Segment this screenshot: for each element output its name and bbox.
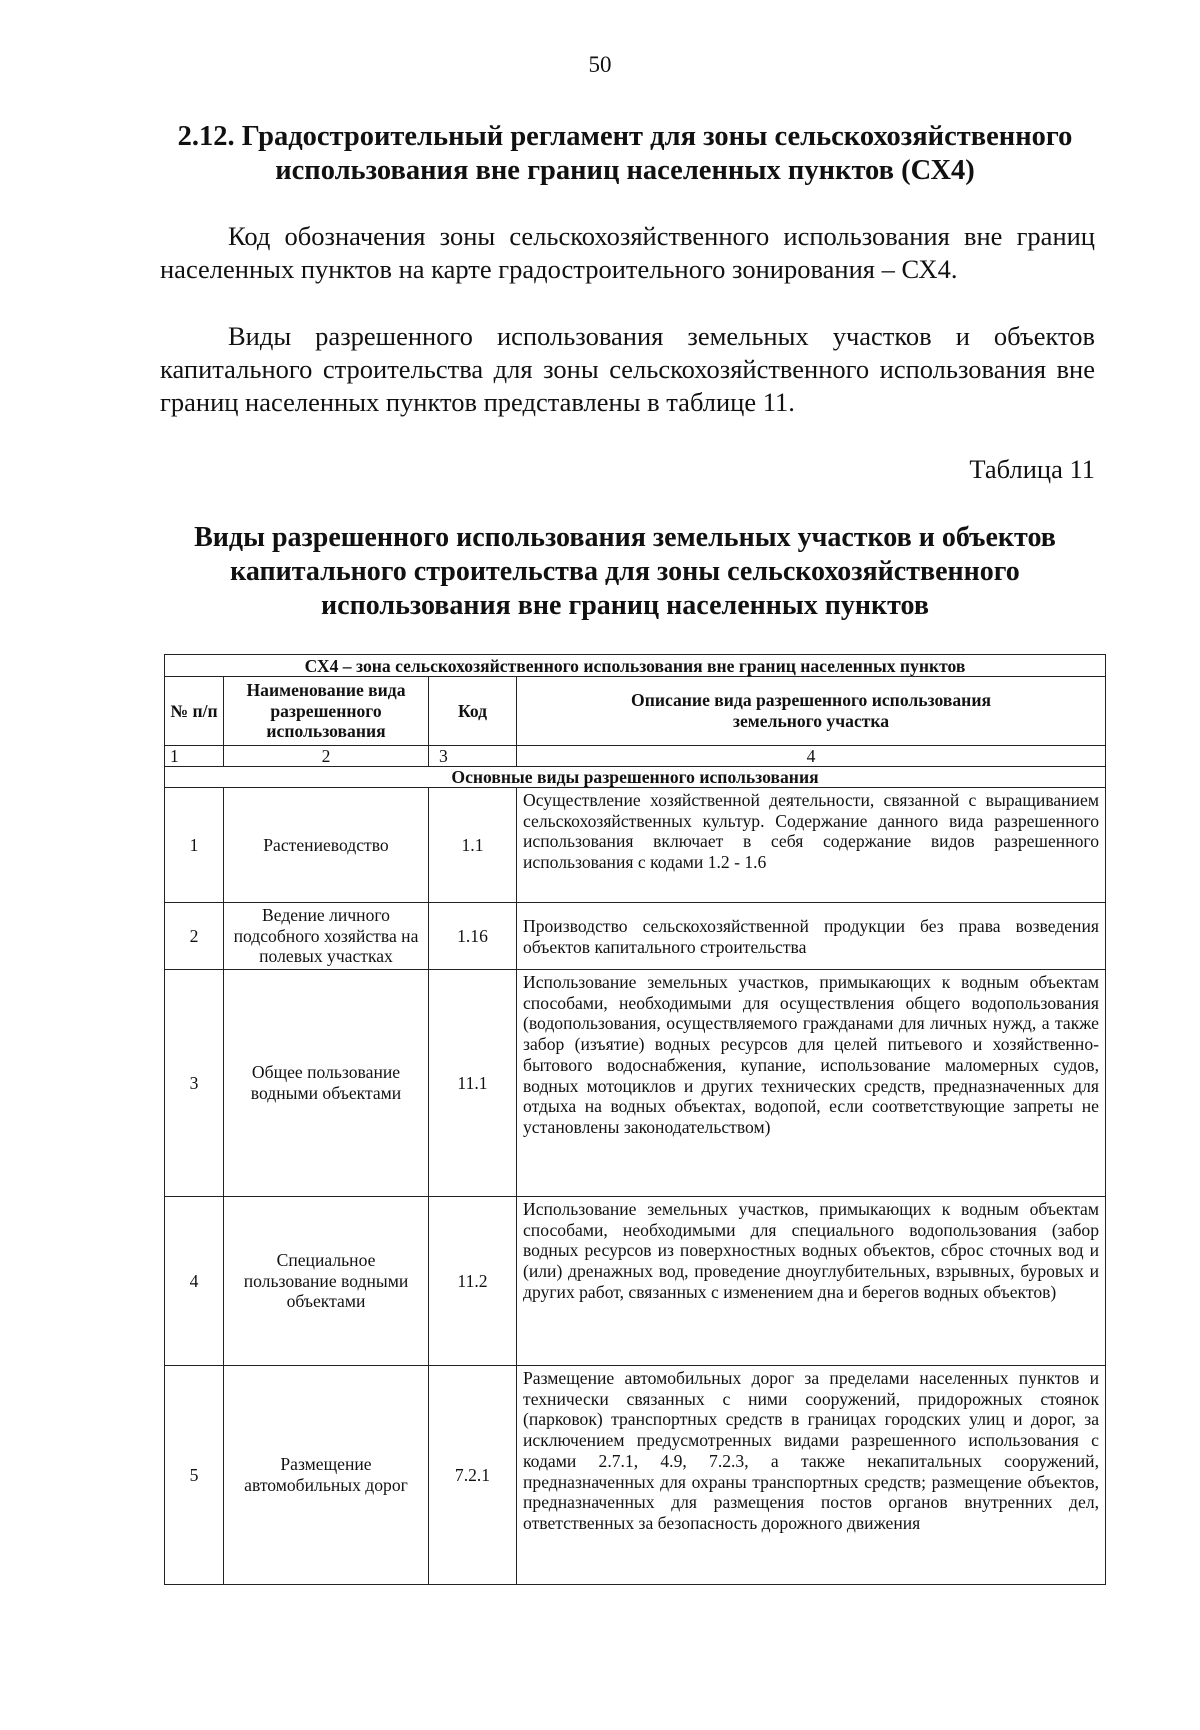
table-title-line: капитального строительства для зоны сельскохозяйственного xyxy=(230,556,1020,587)
row-name: Размещение автомобильных дорог xyxy=(224,1366,429,1585)
section-heading xyxy=(150,120,1100,188)
table-title xyxy=(150,521,1100,623)
section-heading-line: использования вне границ населенных пунктов (СХ4) xyxy=(275,155,975,186)
row-num: 5 xyxy=(165,1366,224,1585)
column-number: 2 xyxy=(224,746,429,767)
permitted-uses-table xyxy=(164,654,1106,1585)
row-name: Растениеводство xyxy=(224,788,429,903)
row-desc: Использование земельных участков, примыкающих к водным объектам способами, необходимыми для осуществления общего водопользования (водопользования, осуществляемого гражданами для личных нужд, а также забор (изъятие) водных ресурсов для целей питьевого и хозяйственно-бытового водоснабжения, купание, использование маломерных судов, водных мотоциклов и других технических средств, предназначенных для отдыха на водных объектах, водопой, если соответствующие запреты не установлены законодательством) xyxy=(517,970,1106,1197)
column-header-num: № п/п xyxy=(165,677,224,746)
row-code: 7.2.1 xyxy=(429,1366,517,1585)
row-name: Ведение личного подсобного хозяйства на полевых участках xyxy=(224,903,429,970)
group-header: Основные виды разрешенного использования xyxy=(165,767,1106,788)
table-row xyxy=(165,970,1106,1197)
row-num: 1 xyxy=(165,788,224,903)
table-caption: Таблица 11 xyxy=(969,454,1095,484)
row-desc: Осуществление хозяйственной деятельности, связанной с выращиванием сельскохозяйственных культур. Содержание данного вида разрешенного использования включает в себя содержание видов разрешенного использования с кодами 1.2 - 1.6 xyxy=(517,788,1106,903)
column-header-desc: Описание вида разрешенного использования земельного участка xyxy=(517,677,1106,746)
zone-header-row xyxy=(165,655,1106,677)
paragraph-zone-code: Код обозначения зоны сельскохозяйственного использования вне границ населенных пунктов на карте градостроительного зонирования – СХ4. xyxy=(160,221,1095,284)
row-desc: Использование земельных участков, примыкающих к водным объектам способами, необходимыми для специального водопользования (забор водных ресурсов из поверхностных водных объектов, сброс сточных вод и (или) дренажных вод, проведение дноуглубительных, взрывных, буровых и других работ, связанных с изменением дна и берегов водных объектов) xyxy=(517,1197,1106,1366)
table-row xyxy=(165,1366,1106,1585)
paragraph-permitted-uses: Виды разрешенного использования земельных участков и объектов капитального строительства для зоны сельскохозяйственного использования вне границ населенных пунктов представлены в таблице 11. xyxy=(160,321,1095,417)
column-number: 4 xyxy=(517,746,1106,767)
table-row xyxy=(165,788,1106,903)
row-code: 11.1 xyxy=(429,970,517,1197)
column-header-code: Код xyxy=(429,677,517,746)
row-num: 2 xyxy=(165,903,224,970)
row-desc: Производство сельскохозяйственной продукции без права возведения объектов капитального строительства xyxy=(517,903,1106,970)
page-number: 50 xyxy=(588,52,612,77)
group-header-row xyxy=(165,767,1106,788)
row-name: Общее пользование водными объектами xyxy=(224,970,429,1197)
column-number-row xyxy=(165,746,1106,767)
table-title-line: Виды разрешенного использования земельных участков и объектов xyxy=(194,522,1056,553)
column-header-row xyxy=(165,677,1106,746)
zone-header: СХ4 – зона сельскохозяйственного использования вне границ населенных пунктов xyxy=(165,655,1106,677)
row-code: 11.2 xyxy=(429,1197,517,1366)
row-num: 4 xyxy=(165,1197,224,1366)
row-code: 1.16 xyxy=(429,903,517,970)
section-heading-line: 2.12. Градостроительный регламент для зоны сельскохозяйственного xyxy=(177,121,1073,152)
row-desc: Размещение автомобильных дорог за пределами населенных пунктов и технически связанных с ними сооружений, придорожных стоянок (парковок) транспортных средств в границах городских улиц и дорог, за исключением предусмотренных видами разрешенного использования с кодами 2.7.1, 4.9, 7.2.3, а также некапитальных сооружений, предназначенных для охраны транспортных средств; размещение объектов, предназначенных для размещения постов органов внутренних дел, ответственных за безопасность дорожного движения xyxy=(517,1366,1106,1585)
table-row xyxy=(165,903,1106,970)
row-name: Специальное пользование водными объектами xyxy=(224,1197,429,1366)
table-row xyxy=(165,1197,1106,1366)
row-num: 3 xyxy=(165,970,224,1197)
table-title-line: использования вне границ населенных пунктов xyxy=(321,590,929,621)
column-number: 1 xyxy=(165,746,224,767)
column-header-name: Наименование вида разрешенного использования xyxy=(224,677,429,746)
row-code: 1.1 xyxy=(429,788,517,903)
column-number: 3 xyxy=(429,746,517,767)
